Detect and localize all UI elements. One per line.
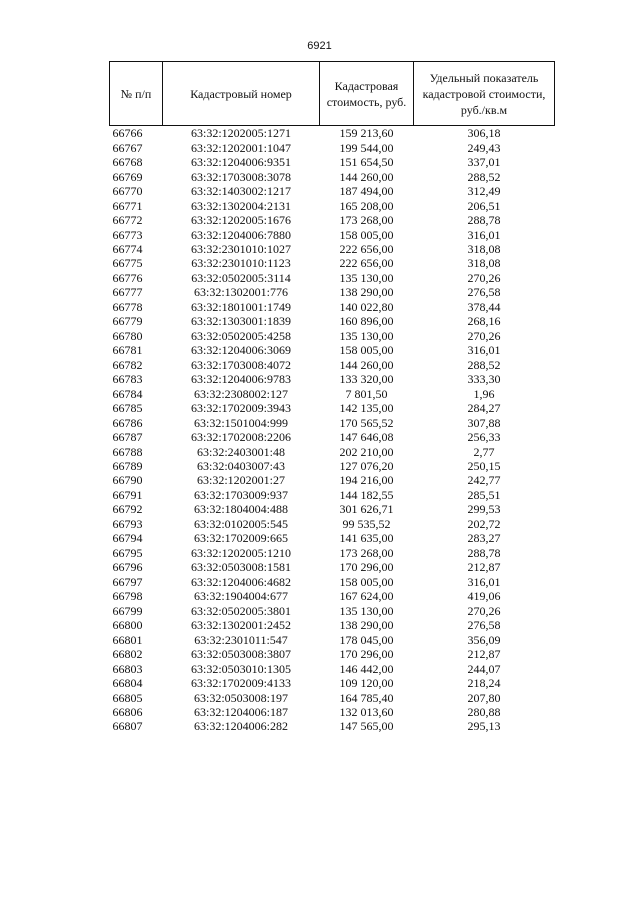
header-row-number: № п/п (110, 62, 163, 126)
cell-cadastral-value: 202 210,00 (339, 444, 394, 459)
cell-specific-value: 207,80 (467, 690, 501, 705)
cell-row-number: 66801 (112, 632, 143, 647)
cell-specific-value: 202,72 (467, 516, 501, 531)
table-row (110, 690, 555, 704)
cell-specific-value: 356,09 (467, 632, 501, 647)
cell-cadastral-value: 167 624,00 (339, 589, 394, 604)
cell-row-number: 66803 (112, 661, 143, 676)
table-row (110, 415, 555, 429)
cell-row-number: 66791 (112, 487, 143, 502)
cell-cadastral-number: 63:32:1204006:3069 (190, 343, 291, 358)
cell-cadastral-number: 63:32:2308002:127 (193, 386, 288, 401)
cell-specific-value: 378,44 (467, 299, 501, 314)
cell-cadastral-value: 170 296,00 (339, 560, 394, 575)
cell-cadastral-number: 63:32:0503008:197 (193, 690, 288, 705)
cell-specific-value: 212,87 (467, 560, 501, 575)
cell-row-number: 66799 (112, 603, 143, 618)
cell-specific-value: 250,15 (467, 459, 501, 474)
cell-row-number: 66766 (112, 126, 143, 141)
cell-row-number: 66782 (112, 357, 143, 372)
cell-row-number: 66775 (112, 256, 143, 271)
cell-cadastral-number: 63:32:1303001:1839 (190, 314, 291, 329)
cell-specific-value: 244,07 (467, 661, 501, 676)
cell-cadastral-value: 158 005,00 (339, 574, 394, 589)
cell-cadastral-value: 158 005,00 (339, 343, 394, 358)
cell-row-number: 66780 (112, 328, 143, 343)
cell-row-number: 66807 (112, 719, 143, 734)
cell-cadastral-value: 173 268,00 (339, 545, 394, 560)
cell-cadastral-number: 63:32:1703008:4072 (190, 357, 291, 372)
cell-row-number: 66783 (112, 372, 143, 387)
cell-cadastral-number: 63:32:1302001:2452 (190, 618, 291, 633)
cell-cadastral-number: 63:32:1904004:677 (193, 589, 288, 604)
table-row (110, 546, 555, 560)
table-row (110, 358, 555, 372)
table-row (110, 676, 555, 690)
cell-cadastral-number: 63:32:1202005:1210 (190, 545, 291, 560)
cell-cadastral-value: 158 005,00 (339, 227, 394, 242)
cell-specific-value: 2,77 (473, 444, 495, 459)
cell-row-number: 66800 (112, 618, 143, 633)
cell-cadastral-number: 63:32:0502005:3801 (190, 603, 291, 618)
cell-cadastral-number: 63:32:1202001:1047 (190, 140, 291, 155)
cell-specific-value: 312,49 (467, 184, 501, 199)
cell-cadastral-number: 63:32:1204006:282 (193, 719, 288, 734)
cell-row-number: 66772 (112, 213, 143, 228)
cell-row-number: 66787 (112, 430, 143, 445)
table-row (110, 459, 555, 473)
cell-cadastral-number: 63:32:1804004:488 (193, 502, 288, 517)
cell-cadastral-value: 194 216,00 (339, 473, 394, 488)
cell-specific-value: 288,78 (467, 545, 501, 560)
cell-cadastral-number: 63:32:1801001:1749 (190, 299, 291, 314)
cell-specific-value: 306,18 (467, 126, 501, 141)
cell-cadastral-number: 63:32:2301010:1027 (190, 241, 291, 256)
cell-specific-value: 288,78 (467, 213, 501, 228)
cell-specific-value: 295,13 (467, 719, 501, 734)
cell-cadastral-value: 135 130,00 (339, 270, 394, 285)
table-row (110, 386, 555, 400)
cell-specific-value: 268,16 (467, 314, 501, 329)
cell-cadastral-value: 142 135,00 (339, 401, 394, 416)
cell-cadastral-value: 147 646,08 (339, 430, 394, 445)
cell-cadastral-value: 109 120,00 (339, 676, 394, 691)
table-row (110, 227, 555, 241)
table-row (110, 575, 555, 589)
cell-specific-value: 276,58 (467, 618, 501, 633)
cell-row-number: 66797 (112, 574, 143, 589)
cell-cadastral-number: 63:32:1204006:187 (193, 704, 288, 719)
cell-row-number: 66798 (112, 589, 143, 604)
cell-row-number: 66802 (112, 647, 143, 662)
cell-specific-value: 288,52 (467, 169, 501, 184)
table-row (110, 256, 555, 270)
cell-cadastral-value: 132 013,60 (339, 704, 394, 719)
cell-cadastral-number: 63:32:1204006:4682 (190, 574, 291, 589)
cell-cadastral-number: 63:32:0503010:1305 (190, 661, 291, 676)
cell-specific-value: 318,08 (467, 241, 501, 256)
cell-cadastral-value: 99 535,52 (342, 516, 391, 531)
cell-cadastral-value: 127 076,20 (339, 459, 394, 474)
table-row (110, 126, 555, 141)
header-cadastral-value: Кадастровая стоимость, руб. (320, 62, 414, 126)
cell-specific-value: 270,26 (467, 270, 501, 285)
cell-row-number: 66776 (112, 270, 143, 285)
cell-cadastral-number: 63:32:1302001:776 (193, 285, 288, 300)
cell-cadastral-value: 138 290,00 (339, 285, 394, 300)
cell-cadastral-value: 135 130,00 (339, 328, 394, 343)
cell-row-number: 66790 (112, 473, 143, 488)
cell-specific-value: 307,88 (467, 415, 501, 430)
cell-cadastral-number: 63:32:1202005:1676 (190, 213, 291, 228)
cell-row-number: 66805 (112, 690, 143, 705)
cell-cadastral-value: 144 260,00 (339, 169, 394, 184)
table-row (110, 372, 555, 386)
cell-row-number: 66767 (112, 140, 143, 155)
cell-cadastral-value: 178 045,00 (339, 632, 394, 647)
cell-cadastral-number: 63:32:1501004:999 (193, 415, 288, 430)
cell-specific-value: 318,08 (467, 256, 501, 271)
cell-row-number: 66793 (112, 516, 143, 531)
table-row (110, 632, 555, 646)
table-row (110, 430, 555, 444)
cell-cadastral-number: 63:32:1204006:7880 (190, 227, 291, 242)
cell-cadastral-number: 63:32:0503008:3807 (190, 647, 291, 662)
cell-cadastral-value: 170 296,00 (339, 647, 394, 662)
table-row (110, 517, 555, 531)
table-row (110, 140, 555, 154)
cell-cadastral-number: 63:32:1702009:4133 (190, 676, 291, 691)
cell-cadastral-value: 147 565,00 (339, 719, 394, 734)
table-row (110, 329, 555, 343)
cell-specific-value: 242,77 (467, 473, 501, 488)
cell-row-number: 66769 (112, 169, 143, 184)
cell-specific-value: 419,06 (467, 589, 501, 604)
cell-row-number: 66796 (112, 560, 143, 575)
cell-row-number: 66804 (112, 676, 143, 691)
cell-cadastral-number: 63:32:1302004:2131 (190, 198, 291, 213)
table-row (110, 488, 555, 502)
cell-specific-value: 333,30 (467, 372, 501, 387)
cell-cadastral-value: 164 785,40 (339, 690, 394, 705)
cell-cadastral-number: 63:32:2301010:1123 (191, 256, 291, 271)
cell-cadastral-value: 301 626,71 (339, 502, 394, 517)
cell-cadastral-number: 63:32:1204006:9783 (190, 372, 291, 387)
cell-cadastral-number: 63:32:0102005:545 (193, 516, 288, 531)
table-row (110, 473, 555, 487)
cell-cadastral-value: 144 182,55 (339, 487, 394, 502)
cell-specific-value: 316,01 (467, 343, 501, 358)
cell-row-number: 66770 (112, 184, 143, 199)
cell-specific-value: 316,01 (467, 227, 501, 242)
cell-specific-value: 212,87 (467, 647, 501, 662)
cell-specific-value: 284,27 (467, 401, 501, 416)
cell-cadastral-value: 160 896,00 (339, 314, 394, 329)
cell-specific-value: 280,88 (467, 704, 501, 719)
cell-specific-value: 288,52 (467, 357, 501, 372)
table-row (110, 531, 555, 545)
cell-row-number: 66792 (112, 502, 143, 517)
table-row (110, 198, 555, 212)
table-row (110, 169, 555, 183)
cell-cadastral-value: 170 565,52 (339, 415, 394, 430)
cell-cadastral-value: 138 290,00 (339, 618, 394, 633)
cell-specific-value: 285,51 (467, 487, 501, 502)
cell-row-number: 66777 (112, 285, 143, 300)
cell-row-number: 66778 (112, 299, 143, 314)
table-row (110, 661, 555, 675)
table-row (110, 719, 555, 733)
cell-row-number: 66779 (112, 314, 143, 329)
cell-specific-value: 270,26 (467, 328, 501, 343)
table-row (110, 271, 555, 285)
cell-row-number: 66806 (112, 704, 143, 719)
cell-row-number: 66785 (112, 401, 143, 416)
cell-cadastral-number: 63:32:2301011:547 (194, 632, 288, 647)
cadastral-value-table (109, 61, 555, 734)
cell-specific-value: 249,43 (467, 140, 501, 155)
cell-row-number: 66784 (112, 386, 143, 401)
cell-cadastral-number: 63:32:1202001:27 (196, 473, 285, 488)
cell-cadastral-number: 63:32:0502005:4258 (190, 328, 291, 343)
table-row (110, 213, 555, 227)
cell-cadastral-value: 222 656,00 (339, 256, 394, 271)
table-row (110, 603, 555, 617)
table-row (110, 343, 555, 357)
table-body (110, 126, 555, 734)
table-row (110, 502, 555, 516)
cell-cadastral-value: 146 442,00 (339, 661, 394, 676)
cell-cadastral-value: 141 635,00 (339, 531, 394, 546)
table-row (110, 444, 555, 458)
table-row (110, 647, 555, 661)
cell-row-number: 66789 (112, 459, 143, 474)
cell-row-number: 66768 (112, 155, 143, 170)
cell-cadastral-value: 222 656,00 (339, 241, 394, 256)
cell-row-number: 66773 (112, 227, 143, 242)
cell-cadastral-value: 159 213,60 (339, 126, 394, 141)
cell-cadastral-number: 63:32:1202005:1271 (190, 126, 291, 141)
cell-cadastral-value: 151 654,50 (339, 155, 394, 170)
table-row (110, 155, 555, 169)
table-row (110, 401, 555, 415)
cell-cadastral-number: 63:32:0403007:43 (196, 459, 285, 474)
cell-cadastral-value: 144 260,00 (339, 357, 394, 372)
cell-row-number: 66788 (112, 444, 143, 459)
header-cadastral-number: Кадастровый номер (163, 62, 320, 126)
cell-cadastral-value: 199 544,00 (339, 140, 394, 155)
cell-row-number: 66781 (112, 343, 143, 358)
cell-row-number: 66786 (112, 415, 143, 430)
cell-cadastral-value: 173 268,00 (339, 213, 394, 228)
header-specific-value: Удельный показатель кадастровой стоимости, руб./кв.м (414, 62, 555, 126)
table-header (110, 62, 555, 126)
cell-cadastral-number: 63:32:1702009:665 (193, 531, 288, 546)
cell-row-number: 66771 (112, 198, 143, 213)
table-row (110, 314, 555, 328)
cell-cadastral-value: 140 022,80 (339, 299, 394, 314)
table-row (110, 285, 555, 299)
cell-row-number: 66774 (112, 241, 143, 256)
cell-cadastral-number: 63:32:1703008:3078 (190, 169, 291, 184)
cell-cadastral-value: 165 208,00 (339, 198, 394, 213)
cell-cadastral-number: 63:32:2403001:48 (196, 444, 285, 459)
table-row (110, 618, 555, 632)
table-row (110, 705, 555, 719)
cell-specific-value: 1,96 (473, 386, 495, 401)
table-row (110, 242, 555, 256)
cell-specific-value: 283,27 (467, 531, 501, 546)
cell-specific-value: 337,01 (467, 155, 501, 170)
cell-row-number: 66794 (112, 531, 143, 546)
cell-specific-value: 316,01 (467, 574, 501, 589)
cell-cadastral-number: 63:32:0503008:1581 (190, 560, 291, 575)
cell-specific-value: 256,33 (467, 430, 501, 445)
page-number: 6921 (307, 40, 332, 52)
cell-cadastral-value: 133 320,00 (339, 372, 394, 387)
table-row (110, 589, 555, 603)
table-row (110, 184, 555, 198)
cell-cadastral-number: 63:32:1703009:937 (193, 487, 288, 502)
cell-cadastral-number: 63:32:1702009:3943 (190, 401, 291, 416)
cell-specific-value: 270,26 (467, 603, 501, 618)
cell-specific-value: 276,58 (467, 285, 501, 300)
table-row (110, 560, 555, 574)
cell-specific-value: 299,53 (467, 502, 501, 517)
cell-cadastral-value: 135 130,00 (339, 603, 394, 618)
cell-cadastral-number: 63:32:1204006:9351 (190, 155, 291, 170)
cell-specific-value: 218,24 (467, 676, 501, 691)
cell-cadastral-value: 7 801,50 (345, 386, 388, 401)
cell-cadastral-value: 187 494,00 (339, 184, 394, 199)
cell-specific-value: 206,51 (467, 198, 501, 213)
cell-cadastral-number: 63:32:1403002:1217 (190, 184, 291, 199)
cell-cadastral-number: 63:32:0502005:3114 (191, 270, 291, 285)
cell-cadastral-number: 63:32:1702008:2206 (190, 430, 291, 445)
cell-row-number: 66795 (112, 545, 143, 560)
table-row (110, 300, 555, 314)
